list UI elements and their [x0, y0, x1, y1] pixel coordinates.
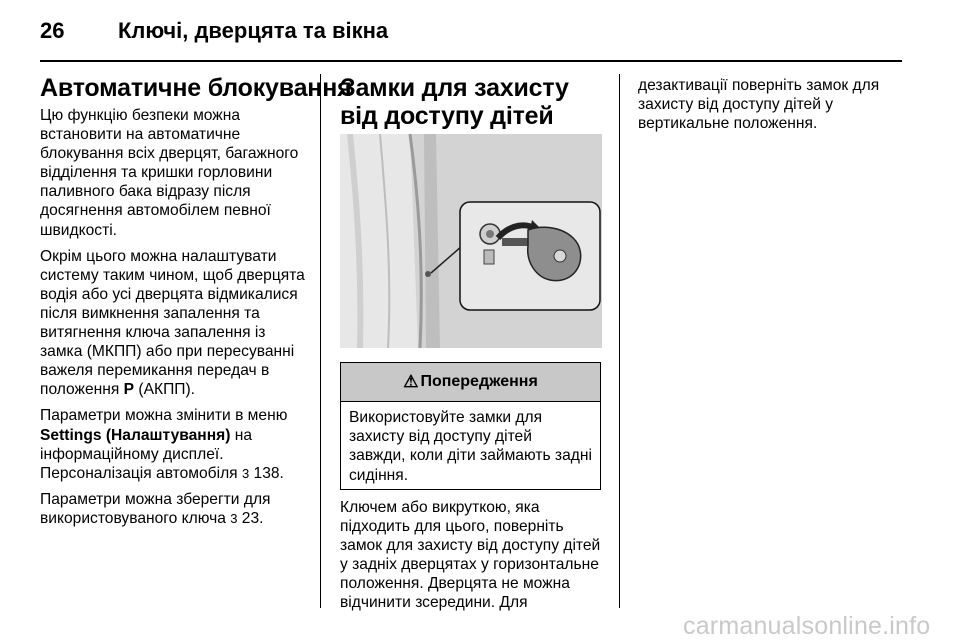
- paragraph: дезактивації поверніть замок для захисту від доступу дітей у вертикальне положення.: [638, 77, 880, 133]
- page-reference-icon: 3: [230, 510, 238, 526]
- paragraph: Окрім цього можна налаштувати систему таким чином, щоб дверцята водія або усі дверцята відмикалися після вимкнення запалення та витягнення ключа запалення із замка (МКПП) або при пересуванні важеля перемикання передач в положення P (АКПП).: [40, 247, 305, 399]
- warning-title: Попередження: [420, 373, 538, 390]
- page-reference: 138.: [249, 464, 284, 482]
- page-number: 26: [40, 18, 65, 43]
- section-heading-auto-lock: Автоматичне блокування: [40, 74, 352, 102]
- paragraph: Параметри можна змінити в меню Settings (Налаштування) на інформаційному дисплеї. Персоналізація автомобіля 3 138.: [40, 407, 288, 482]
- section-body-child-lock: [340, 498, 604, 613]
- section-heading-child-lock: Замки для захисту від доступу дітей: [340, 74, 569, 130]
- column-divider-1: [320, 74, 321, 608]
- warning-header: [341, 363, 600, 402]
- gear-position-label: P: [123, 381, 135, 399]
- settings-menu-label: Settings (Налаштування): [40, 426, 231, 444]
- page-reference-icon: 3: [241, 465, 250, 481]
- paragraph: Параметри можна зберегти для використовуваного ключа 3 23.: [40, 490, 271, 527]
- column-divider-2: [619, 74, 620, 608]
- warning-triangle-icon: ⚠: [403, 372, 419, 391]
- warning-text: Використовуйте замки для захисту від доступу дітей завжди, коли діти займають задні сидіння.: [349, 409, 592, 484]
- paragraph: Ключем або викруткою, яка підходить для цього, поверніть замок для захисту від доступу дітей у задніх дверцятах у горизонтальне положення. Дверцята не можна відчинити зсередини. Для: [340, 499, 601, 612]
- page-header: [0, 0, 960, 62]
- paragraph: Цю функцію безпеки можна встановити на автоматичне блокування всіх дверцят, багажного відділення та кришки горловини паливного бака відразу після досягнення автомобілем певної швидкості.: [40, 107, 299, 239]
- page-reference: 23.: [237, 509, 264, 527]
- child-lock-illustration: [340, 134, 602, 348]
- section-body-continued: [638, 76, 900, 133]
- warning-box: [340, 362, 601, 490]
- watermark: carmanualsonline.info: [683, 612, 931, 640]
- chapter-title: Ключі, дверцята та вікна: [118, 18, 389, 43]
- section-body-auto-lock: [40, 106, 306, 528]
- header-divider: [40, 60, 902, 62]
- door-lock-drawing: [340, 134, 602, 348]
